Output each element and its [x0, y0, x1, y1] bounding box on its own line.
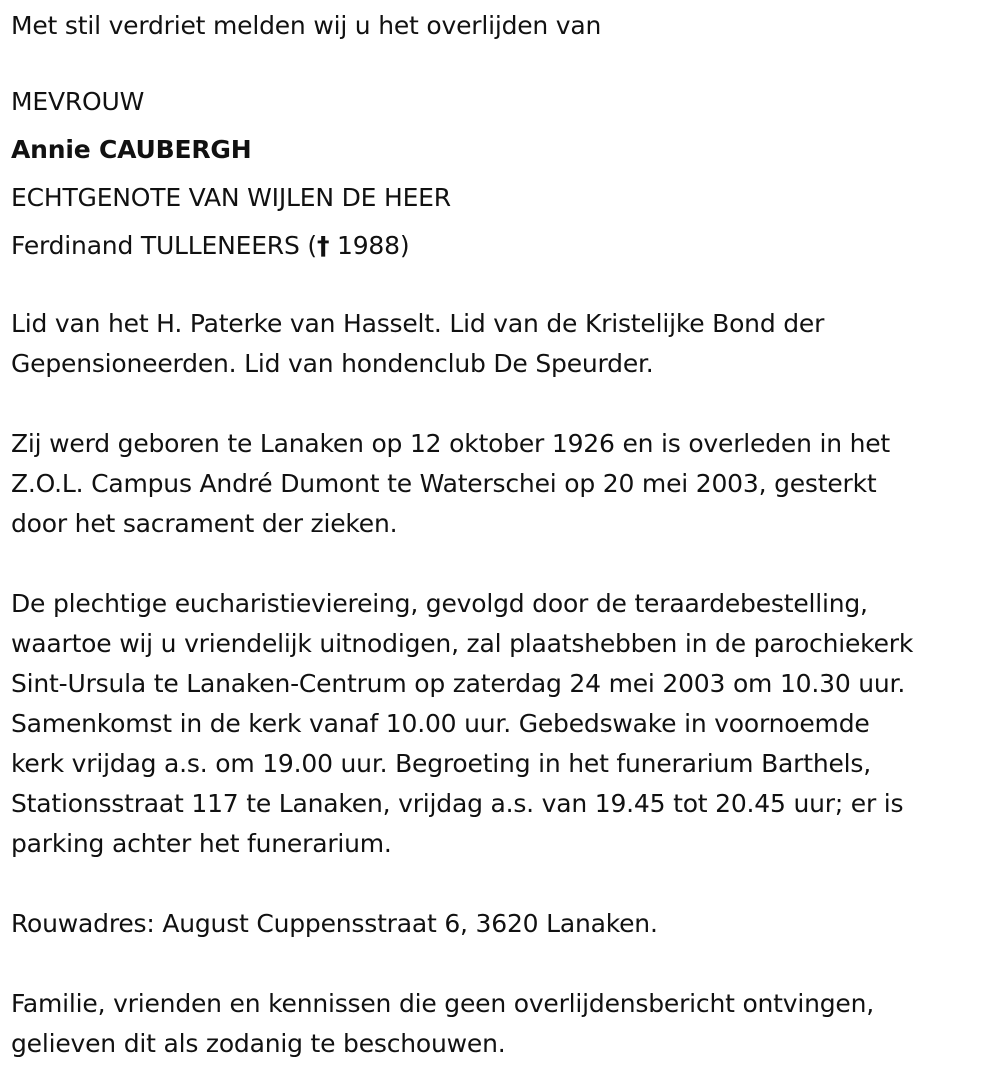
paragraph-line: gelieven dit als zodanig te beschouwen. — [11, 1029, 506, 1058]
address-paragraph — [11, 904, 989, 944]
closing-paragraph — [11, 984, 989, 1064]
spouse-death-year: 1988) — [329, 231, 410, 260]
paragraph-line: Samenkomst in de kerk vanaf 10.00 uur. Gebedswake in voornoemde — [11, 709, 870, 738]
title-prefix: MEVROUW — [11, 87, 145, 116]
paragraph-line: door het sacrament der zieken. — [11, 509, 398, 538]
paragraph-line: Zij werd geboren te Lanaken op 12 oktober 1926 en is overleden in het — [11, 429, 891, 458]
memberships-paragraph — [11, 304, 989, 384]
ceremony-paragraph — [11, 584, 989, 864]
paragraph-line: Familie, vrienden en kennissen die geen overlijdensbericht ontvingen, — [11, 989, 875, 1018]
paragraph-line: waartoe wij u vriendelijk uitnodigen, zal plaatshebben in de parochiekerk — [11, 629, 914, 658]
birth-death-paragraph — [11, 424, 989, 544]
paragraph-line: kerk vrijdag a.s. om 19.00 uur. Begroeting in het funerarium Barthels, — [11, 749, 871, 778]
paragraph-line: De plechtige eucharistieviereing, gevolgd door de teraardebestelling, — [11, 589, 868, 618]
relation-text: ECHTGENOTE VAN WIJLEN DE HEER — [11, 183, 451, 212]
paragraph-line: Stationsstraat 117 te Lanaken, vrijdag a.s. van 19.45 tot 20.45 uur; er is — [11, 789, 904, 818]
mourning-address: Rouwadres: August Cuppensstraat 6, 3620 Lanaken. — [11, 909, 658, 938]
cross-icon: † — [316, 231, 330, 260]
paragraph-line: parking achter het funerarium. — [11, 829, 392, 858]
paragraph-line: Gepensioneerden. Lid van hondenclub De Speurder. — [11, 349, 654, 378]
paragraph-line: Sint-Ursula te Lanaken-Centrum op zaterdag 24 mei 2003 om 10.30 uur. — [11, 669, 906, 698]
spouse-name: Ferdinand TULLENEERS ( — [11, 231, 317, 260]
deceased-heading — [11, 78, 989, 270]
paragraph-line: Z.O.L. Campus André Dumont te Waterschei op 20 mei 2003, gesterkt — [11, 469, 877, 498]
paragraph-line: Lid van het H. Paterke van Hasselt. Lid van de Kristelijke Bond der — [11, 309, 825, 338]
deceased-name: Annie CAUBERGH — [11, 135, 252, 164]
intro-text: Met stil verdriet melden wij u het overlijden van — [11, 11, 602, 40]
spouse-line — [11, 222, 989, 270]
